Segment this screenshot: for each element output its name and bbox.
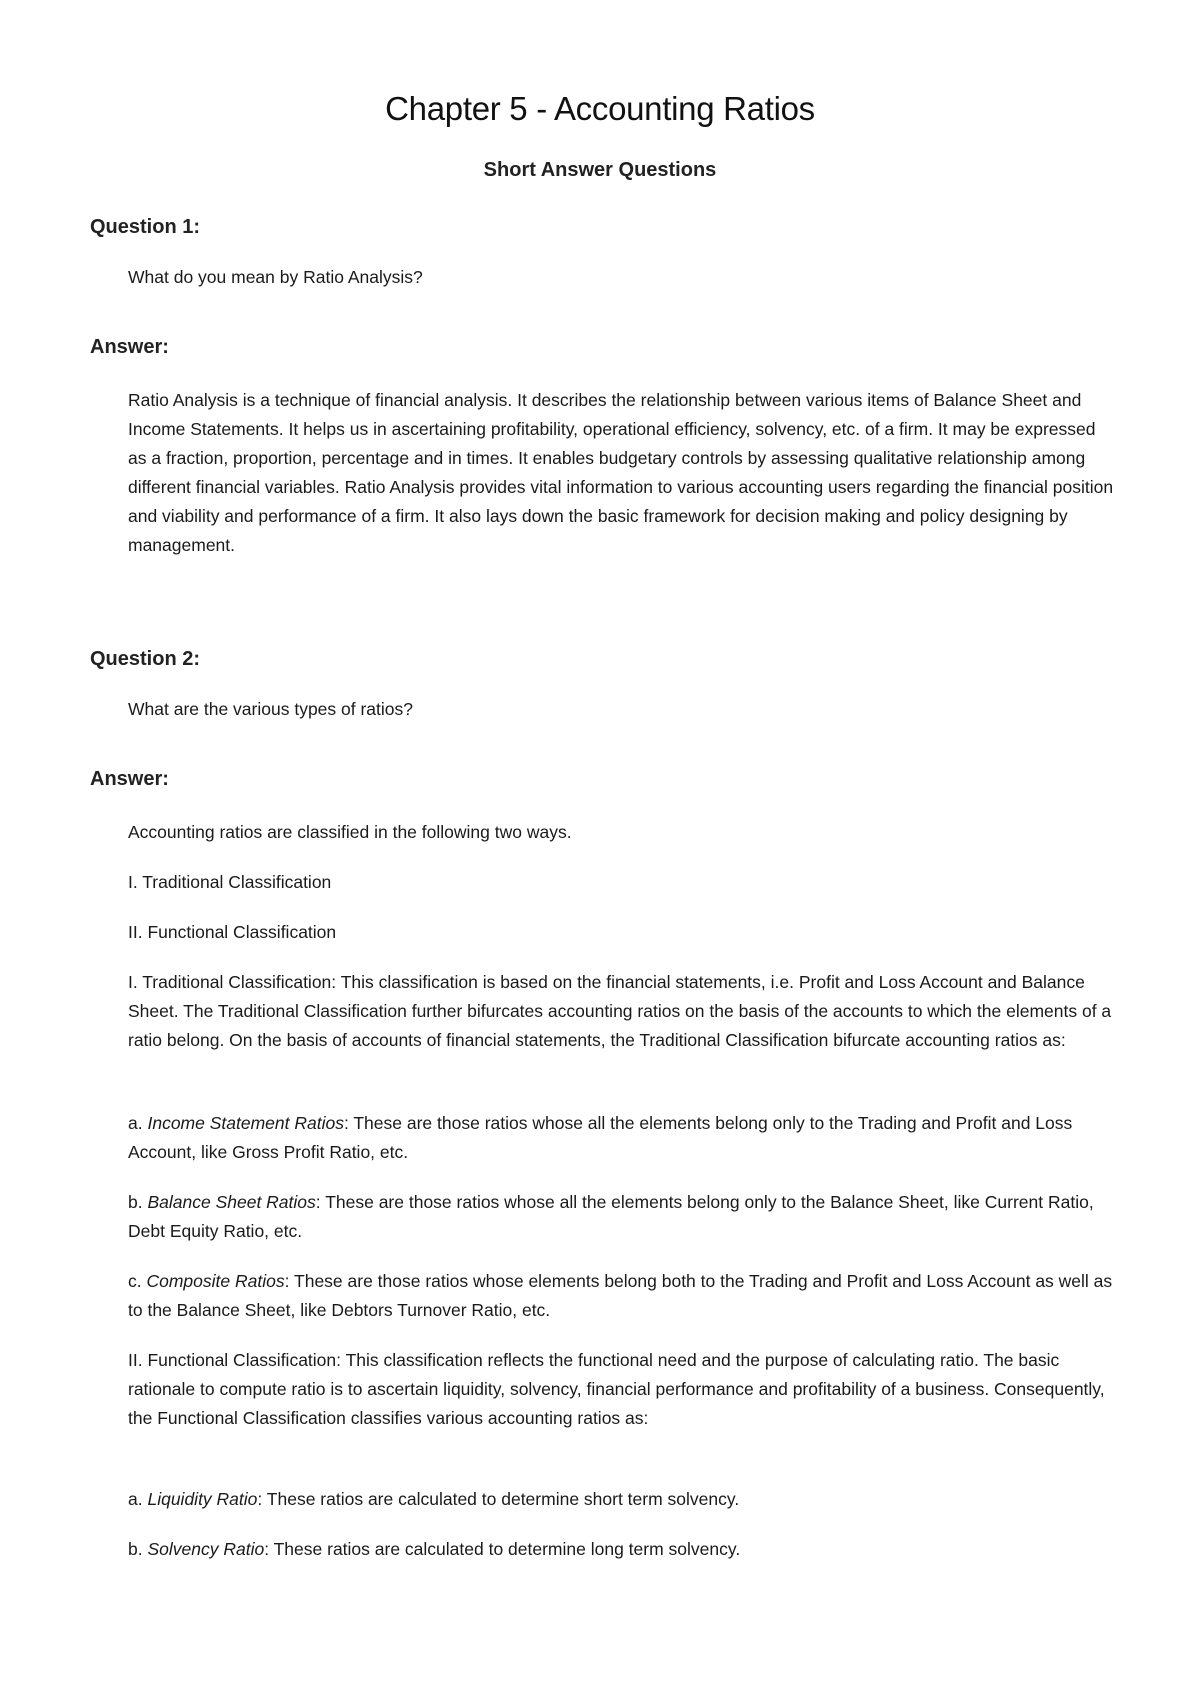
balance-term: Balance Sheet Ratios: [147, 1192, 316, 1212]
answer-2-intro: Accounting ratios are classified in the following two ways.: [128, 822, 572, 842]
balance-body: : These are those ratios whose all the elements belong only to the Balance Sheet, like Current Ratio, Debt Equity Ratio, etc.: [128, 1192, 1094, 1241]
liquidity-body: : These ratios are calculated to determine short term solvency.: [257, 1489, 740, 1509]
liquidity-ratio-paragraph: [128, 1485, 1118, 1514]
functional-lead: II. Functional Classification:: [128, 1350, 346, 1370]
solvency-term: Solvency Ratio: [147, 1539, 265, 1559]
functional-body: This classification reflects the functional need and the purpose of calculating ratio. The basic rationale to compute ratio is to ascertain liquidity, solvency, financial performance and profitability of a business. Consequently, the Functional Classification classifies various accounting ratios as:: [128, 1350, 1105, 1428]
composite-ratios-paragraph: [128, 1267, 1118, 1325]
list-item-functional: II. Functional Classification: [128, 922, 337, 942]
income-term: Income Statement Ratios: [147, 1113, 344, 1133]
answer-1-label: Answer:: [90, 336, 169, 358]
balance-sheet-ratios-paragraph: [128, 1188, 1118, 1246]
question-1-label: Question 1:: [90, 216, 201, 238]
question-2-text: What are the various types of ratios?: [128, 699, 413, 719]
question-2-label: Question 2:: [90, 648, 201, 670]
answer-2-label: Answer:: [90, 768, 169, 790]
composite-prefix: c.: [128, 1271, 147, 1291]
solvency-prefix: b.: [128, 1539, 148, 1559]
solvency-ratio-paragraph: [128, 1535, 1118, 1564]
functional-classification-paragraph: [128, 1346, 1118, 1433]
balance-prefix: b.: [128, 1192, 148, 1212]
income-body: : These are those ratios whose all the elements belong only to the Trading and Profit and Loss Account, like Gross Profit Ratio, etc.: [128, 1113, 1073, 1162]
page-title: Chapter 5 - Accounting Ratios: [385, 90, 815, 127]
liquidity-term: Liquidity Ratio: [147, 1489, 258, 1509]
traditional-classification-paragraph: [128, 968, 1118, 1055]
page-subtitle: Short Answer Questions: [483, 159, 717, 181]
traditional-lead: I. Traditional Classification:: [128, 972, 341, 992]
income-statement-ratios-paragraph: [128, 1109, 1118, 1167]
income-prefix: a.: [128, 1113, 148, 1133]
list-item-traditional: I. Traditional Classification: [128, 872, 332, 892]
liquidity-prefix: a.: [128, 1489, 148, 1509]
traditional-body: This classification is based on the financial statements, i.e. Profit and Loss Account and Balance Sheet. The Traditional Classification further bifurcates accounting ratios on the basis of the accounts to which the elements of a ratio belong. On the basis of accounts of financial statements, the Traditional Classification bifurcate accounting ratios as:: [128, 972, 1112, 1050]
solvency-body: : These ratios are calculated to determine long term solvency.: [264, 1539, 741, 1559]
composite-body: : These are those ratios whose elements belong both to the Trading and Profit and Loss Account as well as to the Balance Sheet, like Debtors Turnover Ratio, etc.: [128, 1271, 1113, 1320]
question-1-text: What do you mean by Ratio Analysis?: [128, 267, 423, 287]
answer-1-text: Ratio Analysis is a technique of financial analysis. It describes the relationship between various items of Balance Sheet and Income Statements. It helps us in ascertaining profitability, operational efficiency, solvency, etc. of a firm. It may be expressed as a fraction, proportion, percentage and in times. It enables budgetary controls by assessing qualitative relationship among different financial variables. Ratio Analysis provides vital information to various accounting users regarding the financial position and viability and performance of a firm. It also lays down the basic framework for decision making and policy designing by management.: [128, 390, 1114, 555]
composite-term: Composite Ratios: [146, 1271, 285, 1291]
